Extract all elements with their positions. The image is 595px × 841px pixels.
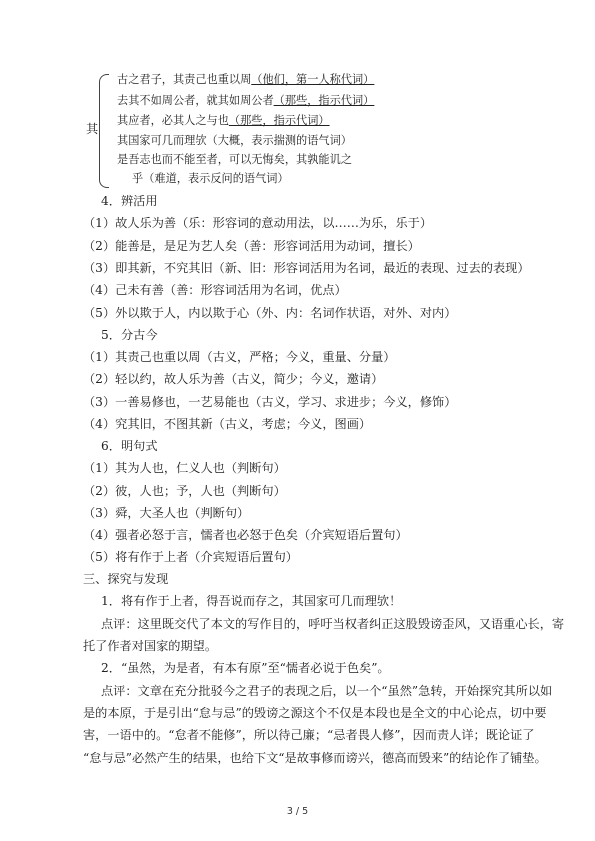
sec4-item-2: （2）能善是，是足为艺人矣（善：形容词活用为动词，擅长） [83,239,420,253]
part3-comment2-line4: “怠与忌”必然产生的结果，也给下文“是故事修而谤兴，德高而毁来”的结论作了铺垫。 [83,751,547,765]
sec6-item-2: （2）彼，人也；予，人也（判断句） [83,484,286,498]
part3-comment1-line1: 点评：这里既交代了本文的写作目的，呼吁当权者纠正这股毁谤歪风，又语重心长，寄 [101,617,565,631]
part3-comment2-line1: 点评：文章在充分批驳今之君子的表现之后，以一个“虽然”急转，开始探究其所以如 [101,684,553,698]
qi-line-3: 其应者，必其人之与也（那些，指示代词） [117,114,330,127]
sec4-item-5: （5）外以欺于人，内以欺于心（外、内：名词作状语，对外、对内） [83,306,457,320]
sec5-item-1: （1）其责己也重以周（古义，严格；今义，重量、分量） [83,350,396,364]
sec6-item-3: （3）舜，大圣人也（判断句） [83,506,250,520]
page-number: 3 / 5 [286,806,309,817]
part3-comment1-line2: 托了作者对国家的期望。 [83,639,218,653]
qi-line-4: 其国家可几而理欤（大概，表示揣测的语气词） [117,134,352,147]
part3-comment2-line3: 害，一语中的。“怠者不能修”，所以待己廉；“忌者畏人修”，因而责人详；既论证了 [83,728,535,742]
sec4-item-1: （1）故人乐为善（乐：形容词的意动用法，以……为乐，乐于） [83,216,433,230]
qi-line-5: 是吾志也而不能至者，可以无悔矣，其孰能讥之 [117,153,352,166]
sec6-item-4: （4）强者必怒于言，懦者也必怒于色矣（介宾短语后置句） [83,528,408,542]
sec6-item-5: （5）将有作于上者（介宾短语后置句） [83,550,298,564]
sec5-item-4: （4）究其旧，不图其新（古义，考虑；今义，图画） [83,417,372,431]
sec5-item-3: （3）一善易修也，一艺易能也（古义，学习、求进步；今义，修饰） [83,395,457,409]
sec4-title: 4．辨活用 [101,194,158,208]
part3-q1: 1．将有作于上者，得吾说而存之，其国家可几而理欤！ [101,594,402,608]
sec6-item-1: （1）其为人也，仁义人也（判断句） [83,461,286,475]
part3-title: 三、探究与发现 [83,572,169,586]
qi-line-1: 古之君子，其责己也重以周（他们，第一人称代词） [117,73,375,86]
part3-comment2-line2: 是的本原，于是引出“怠与忌”的毁谤之源这个不仅是本段也是全文的中心论点，切中要 [83,706,547,720]
sec4-item-4: （4）己未有善（善：形容词活用为名词，优点） [83,283,347,297]
sec5-title: 5．分古今 [101,328,158,342]
sec6-title: 6．明句式 [101,439,158,453]
part3-q2: 2．“虽然，为是者，有本有原”至“懦者必说于色矣”。 [101,661,390,675]
qi-line-2: 去其不如周公者，就其如周公者（那些，指示代词） [117,94,375,107]
qi-label: 其 [86,122,99,136]
sec5-item-2: （2）轻以约，故人乐为善（古义，简少；今义，邀请） [83,372,384,386]
sec4-item-3: （3）即其新，不究其旧（新、旧：形容词活用为名词，最近的表现、过去的表现） [83,261,530,275]
qi-bracket [99,74,109,188]
qi-line-6: 乎（难道，表示反问的语气词） [132,172,289,185]
